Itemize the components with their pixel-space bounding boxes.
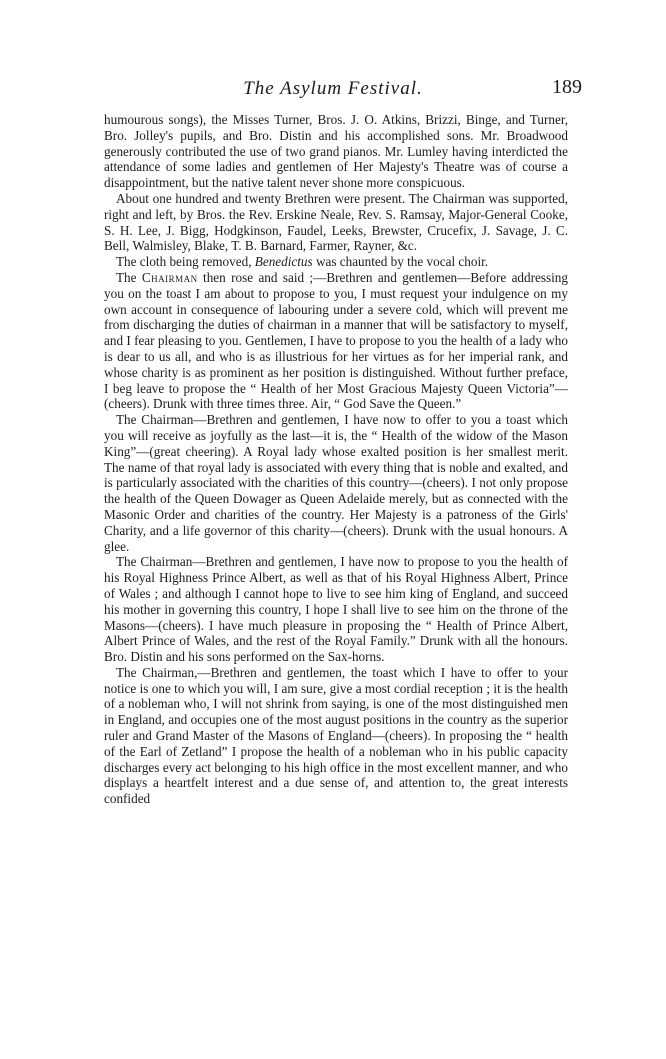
paragraph [104,254,568,270]
page-number: 189 [552,76,582,98]
paragraph: About one hundred and twenty Brethren were present. The Chairman was supported, right and left, by Bros. the Rev. Erskine Neale, Rev. S. Ramsay, Major-General Cooke, S. H. Lee, J. Bigg, Hodgkinson, Faudel, Leeks, Brewster, Crucefix, J. Savage, J. C. Bell, Walmisley, Blake, T. B. Barnard, Farmer, Rayner, &c. [104,190,568,254]
paragraph: The Chairman—Brethren and gentlemen, I have now to offer to you a toast which you will receive as joyfully as the last—it is, the “ Health of the widow of the Mason King”—(great cheering). A Royal lady whose exalted position is her smallest merit. The name of that royal lady is associated with every thing that is noble and exalted, and is particularly associated with the charities of this country—(cheers). I not only propose the health of the Queen Dowager as Queen Adelaide merely, but as connected with the Masonic Order and charities of the country. Her Majesty is a patroness of the Girls' Charity, and a life governor of this charity—(cheers). Drunk with the usual honours. A glee. [104,412,568,554]
paragraph-text: was chaunted by the vocal choir. [312,254,489,270]
paragraph: The Chairman,—Brethren and gentlemen, the toast which I have to offer to your notice is one to which you will, I am sure, give a most cordial reception ; it is the health of a nobleman who, I will not shrink from saying, is one of the most distinguished men in England, and occupies one of the most august positions in the country as the superior ruler and Grand Master of the Masons of England—(cheers). In proposing the “ health of the Earl of Zetland” I propose the health of a nobleman who in his public capacity discharges every act belonging to his high office in the most excellent manner, and who displays a heartfelt interest and a due sense of, and attention to, the great interests confided [104,664,568,807]
italic-term: Benedictus [254,254,313,270]
paragraph: The Chairman—Brethren and gentlemen, I have now to propose to you the health of his Royal Highness Prince Albert, as well as that of his Royal Highness Albert, Prince of Wales ; and although I cannot hope to live to see him king of England, and succeed his mother in governing this country, I hope I shall live to see him on the throne of the Masons—(cheers). I have much pleasure in proposing the “ Health of Prince Albert, Albert Prince of Wales, and the rest of the Royal Family.” Drunk with all the honours. Bro. Distin and his sons performed on the Sax-horns. [104,554,568,665]
paragraph-text: then rose and said ;—Brethren and gentlemen—Before addressing you on the toast I am about to propose to you, I must request your indulgence on my own account in consequence of labouring under a severe cold, which will prevent me from discharging the duties of chairman in a manner that will be satisfactory to myself, and I fear pleasing to you. Gentlemen, I have to propose to you the health of a lady who is dear to us all, and who is as illustrious for her virtues as for her imperial rank, and whose charity is as prominent as her position is distinguished. Without further preface, I beg leave to propose the “ Health of her Most Gracious Majesty Queen Victoria”—(cheers). Drunk with three times three. Air, “ God Save the Queen.” [104,269,568,412]
page-header [0,74,666,110]
running-title: The Asylum Festival. [243,78,423,99]
paragraph [104,270,568,412]
paragraph: humourous songs), the Misses Turner, Bros. J. O. Atkins, Brizzi, Binge, and Turner, Bro. Jolley's pupils, and Bro. Distin and his accomplished sons. Mr. Broadwood generously contributed the use of two grand pianos. Mr. Lumley having interdicted the attendance of some ladies and gentlemen of Her Majesty's Theatre was of course a disappointment, but the native talent never shone more conspicuous. [104,112,568,191]
body-text [104,112,568,807]
paragraph-text: The cloth being removed, [116,254,255,270]
speaker-name: Chairman [141,269,198,285]
paragraph-text: The [116,269,142,285]
